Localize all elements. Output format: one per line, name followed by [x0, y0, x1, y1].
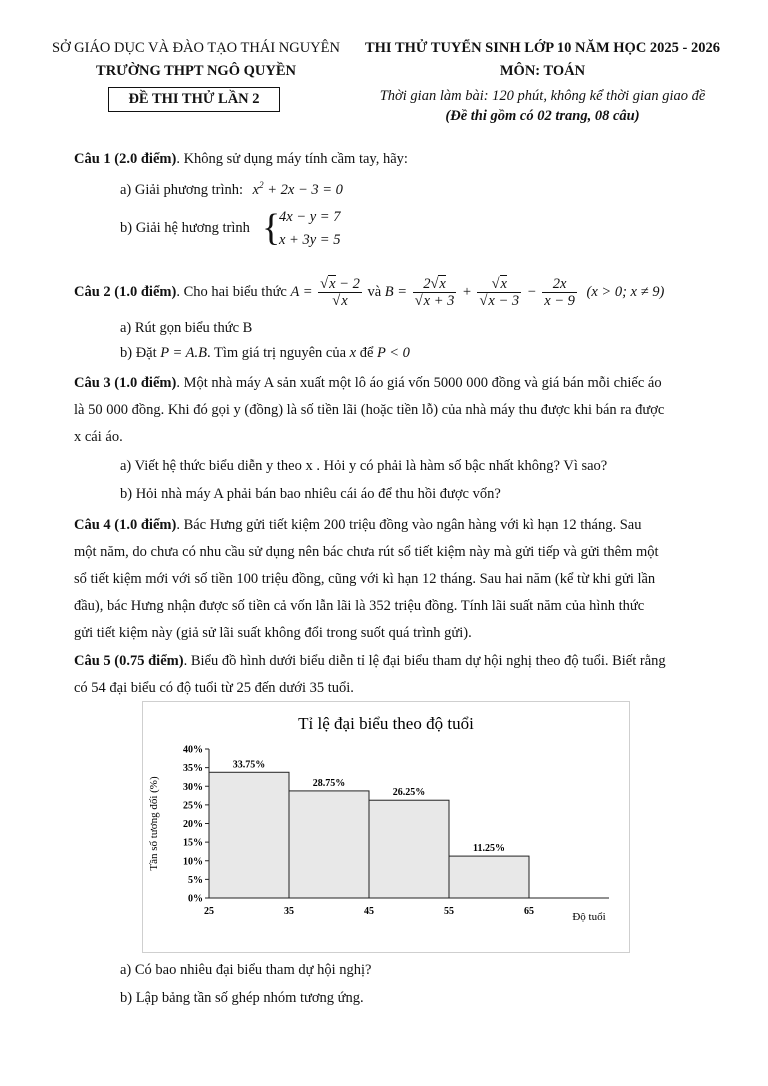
- q4-line2: một năm, do chưa có nhu cầu sử dụng nên bác chưa rút sổ tiết kiệm này mà gửi tiếp và gửi thêm một: [74, 544, 659, 560]
- q1-heading: [74, 146, 714, 173]
- system-eq2: x + 3y = 5: [279, 232, 341, 248]
- q2b-text3: để: [359, 345, 374, 361]
- bar-value-label: 26.25%: [392, 787, 426, 799]
- histogram-bar: [209, 772, 289, 898]
- q2b-expr: P = A.B: [160, 345, 207, 361]
- bar-value-label: 28.75%: [312, 777, 346, 789]
- histogram-bar: [369, 800, 449, 898]
- histogram-bar: [449, 856, 529, 898]
- exam-label-box: ĐỀ THI THỬ LẦN 2: [108, 87, 280, 112]
- school-name: TRƯỜNG THPT NGÔ QUYỀN: [96, 63, 296, 79]
- x-tick-label: 65: [524, 906, 534, 917]
- system-brace: {: [262, 207, 281, 249]
- q2-text: . Cho hai biểu thức: [176, 283, 287, 300]
- expr-b: B = $\frac{2√x}{√x + 3}$ + $\frac{√x}{√x - 3}$ − $\frac{2x}{x - 9}$: [384, 276, 575, 309]
- q4-line1: . Bác Hưng gửi tiết kiệm 200 triệu đồng vào ngân hàng với kì hạn 12 tháng. Sau: [176, 517, 642, 533]
- expr-a: A = $\frac{√x - 2}{√x}$: [290, 276, 360, 309]
- q1b-label: b) Giải hệ hương trình: [120, 220, 250, 236]
- q2-heading: [74, 276, 664, 309]
- q2b-ineq: P < 0: [377, 345, 410, 361]
- histogram-bar: [289, 791, 369, 898]
- q4-line5: gửi tiết kiệm này (giả sử lãi suất không đổi trong suốt quá trình gửi).: [74, 625, 472, 641]
- q2-part-b: b) Đặt P = A.B. Tìm giá trị nguyên của x để P < 0: [120, 345, 410, 361]
- q1-part-b: [120, 220, 250, 237]
- y-tick-label: 30%: [183, 781, 203, 793]
- q1-part-a: [120, 180, 343, 199]
- q1a-equation: $x^2 + 2x - 3 = 0$: [252, 180, 343, 198]
- q5-line1: . Biểu đồ hình dưới biểu diễn tỉ lệ đại biểu tham dự hội nghị theo độ tuổi. Biết rằng: [183, 653, 666, 669]
- q4-line4: đầu), bác Hưng nhận được số tiền cả vốn lẫn lãi là 352 triệu đồng. Tính lãi suất năm của hình thức: [74, 598, 645, 614]
- pages-note: (Đề thi gồm có 02 trang, 08 câu): [445, 108, 640, 124]
- y-tick-label: 40%: [183, 744, 203, 756]
- q5-part-a: a) Có bao nhiêu đại biểu tham dự hội nghị?: [120, 962, 372, 978]
- q1-title: Câu 1 (2.0 điểm): [74, 151, 177, 167]
- q4-line3: sổ tiết kiệm mới với số tiền 100 triệu đồng, cũng với kì hạn 12 tháng. Sau hai năm (kể từ khi gửi lần: [74, 571, 656, 587]
- q2-and: và: [367, 283, 382, 300]
- q5-body: [74, 648, 714, 702]
- exam-title: THI THỬ TUYỂN SINH LỚP 10 NĂM HỌC 2025 - 2026: [364, 40, 721, 56]
- q5-line2: có 54 đại biểu có độ tuổi từ 25 đến dưới 35 tuổi.: [74, 680, 354, 696]
- q2b-text1: b) Đặt: [120, 345, 157, 361]
- q2-condition: (x > 0; x ≠ 9): [586, 283, 665, 300]
- q5-part-b: b) Lập bảng tần số ghép nhóm tương ứng.: [120, 990, 364, 1006]
- y-tick-label: 25%: [183, 800, 203, 812]
- q3-line2: là 50 000 đồng. Khi đó gọi y (đồng) là số tiền lãi (hoặc tiền lỗ) của nhà máy thu được khi bán ra được: [74, 402, 665, 418]
- y-tick-label: 10%: [183, 856, 203, 868]
- bar-value-label: 33.75%: [232, 759, 266, 771]
- q4-body: [74, 512, 714, 647]
- department-name: SỞ GIÁO DỤC VÀ ĐÀO TẠO THÁI NGUYÊN: [52, 40, 340, 56]
- q1a-label: a) Giải phương trình:: [120, 181, 244, 198]
- x-tick-label: 45: [364, 906, 374, 917]
- x-tick-label: 35: [284, 906, 294, 917]
- chart-title: Tỉ lệ đại biểu theo độ tuổi: [298, 714, 474, 733]
- y-axis-label: Tần số tương đối (%): [148, 776, 160, 871]
- q5-title: Câu 5 (0.75 điểm): [74, 653, 184, 669]
- age-histogram: [142, 701, 630, 953]
- q3-title: Câu 3 (1.0 điểm): [74, 375, 177, 391]
- q2-title: Câu 2 (1.0 điểm): [74, 283, 177, 300]
- q3-line3: x cái áo.: [74, 429, 123, 445]
- q4-title: Câu 4 (1.0 điểm): [74, 517, 177, 533]
- subject: MÔN: TOÁN: [499, 63, 586, 79]
- x-axis-label: Độ tuổi: [572, 911, 606, 923]
- x-tick-label: 55: [444, 906, 454, 917]
- y-tick-label: 35%: [183, 763, 203, 775]
- q2-part-a: a) Rút gọn biểu thức B: [120, 320, 253, 336]
- time-note: Thời gian làm bài: 120 phút, không kể thời gian giao đề: [379, 88, 706, 104]
- q3-body: [74, 370, 714, 451]
- x-tick-label: 25: [204, 906, 214, 917]
- q3-part-a: a) Viết hệ thức biểu diễn y theo x . Hỏi y có phải là hàm số bậc nhất không? Vì sao?: [120, 458, 608, 474]
- y-tick-label: 0%: [188, 893, 203, 905]
- system-eq1: 4x − y = 7: [279, 209, 341, 225]
- histogram-svg: [143, 702, 629, 952]
- q3-part-b: b) Hỏi nhà máy A phải bán bao nhiêu cái áo để thu hồi được vốn?: [120, 486, 501, 502]
- bar-value-label: 11.25%: [473, 843, 505, 855]
- y-tick-label: 20%: [183, 819, 203, 830]
- q2b-text2: . Tìm giá trị nguyên của: [206, 345, 347, 361]
- y-tick-label: 5%: [188, 874, 203, 886]
- q3-line1: . Một nhà máy A sản xuất một lô áo giá vốn 5000 000 đồng và giá bán mỗi chiếc áo: [176, 375, 662, 391]
- y-tick-label: 15%: [183, 837, 203, 849]
- q1-text: . Không sử dụng máy tính cầm tay, hãy:: [176, 151, 408, 167]
